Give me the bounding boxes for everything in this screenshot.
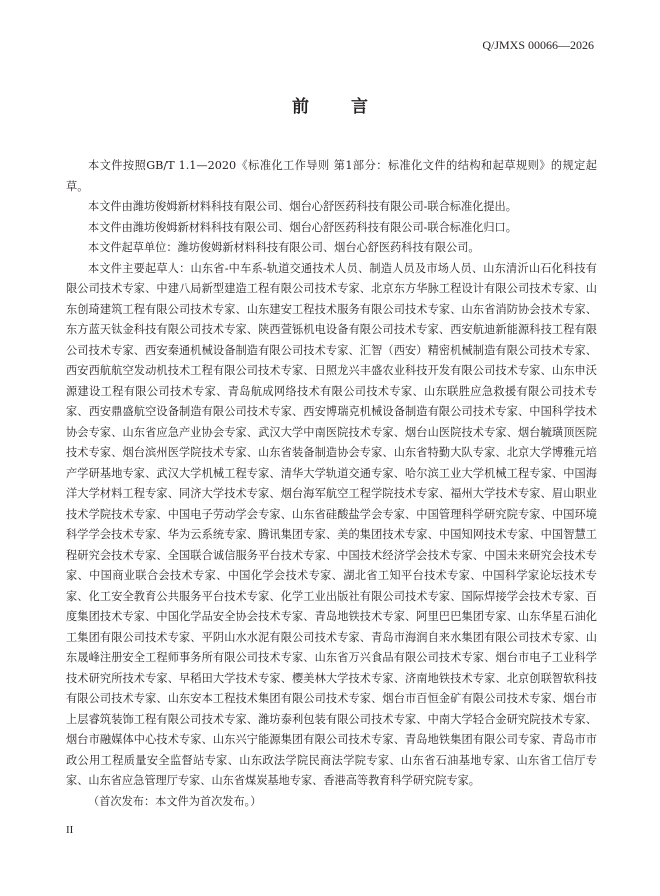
page-title: 前 言 (292, 97, 386, 117)
paragraph-centralized-by: 本文件由潍坊俊姆新材料科技有限公司、烟台心舒医药科技有限公司-联合标准化归口。 (88, 220, 517, 234)
paragraph-first-release: （首次发布：本文件为首次发布。） (88, 794, 262, 808)
page-number: II (66, 824, 74, 836)
foreword-body (66, 156, 597, 812)
paragraph-proposer: 本文件由潍坊俊姆新材料科技有限公司、烟台心舒医药科技有限公司-联合标准化提出。 (88, 200, 517, 213)
paragraph-main-drafters: 本文件主要起草人：山东省-中车系-轨道交通技术人员、制造人员及市场人员、山东清沂山石化科技有限公司技术专家、中建八局新型建造工程有限公司技术专家、北京东方华脉工程设计有限公司技术专家、山东创琦建筑工程有限公司技术专家、山东建安工程技术服务有限公司技术专家、山东省消防协会技术专家、东方蓝天钛金科技有限公司技术专家、陕西萱铄机电设备有限公司技术专家、西安航迪新能源科技工程有限公司技术专家、西安秦通机械设备制造有限公司技术专家、汇智（西安）精密机械制造有限公司技术专家、西安西航航空发动机技术工程有限公司技术专家、日照龙兴丰盛农业科技开发有限公司技术专家、山东申沃源建设工程有限公司技术专家、青岛航成网络技术有限公司技术专家、山东联胜应急救援有限公司技术专家、西安鼎盛航空设备制造有限公司技术专家、西安博瑞克机械设备制造有限公司技术专家、中国科学技术协会专家、山东省应急产业协会专家、武汉大学中南医院技术专家、烟台山医院技术专家、烟台毓璜顶医院技术专家、烟台滨州医学院技术专家、山东省装备制造协会专家、山东省特勤大队专家、北京大学博雅元培产学研基地专家、武汉大学机械工程专家、清华大学轨道交通专家、哈尔滨工业大学机械工程专家、中国海洋大学材料工程专家、同济大学技术专家、烟台海军航空工程学院技术专家、福州大学技术专家、眉山职业技术学院技术专家、中国电子劳动学会专家、山东省硅酸盐学会专家、中国管理科学研究院专家、中国环境科学学会技术专家、华为云系统专家、腾讯集团专家、美的集团技术专家、中国知网技术专家、中国智慧工程研究会技术专家、全国联合诚信服务平台技术专家、中国技术经济学会技术专家、中国未来研究会技术专家、中国商业联合会技术专家、中国化学会技术专家、湖北省工知平台技术专家、中国科学家论坛技术专家、化工安全教育公共服务平台技术专家、化学工业出版社有限公司技术专家、国际焊接学会技术专家、百度集团技术专家、中国化学品安全协会技术专家、青岛地铁技术专家、阿里巴巴集团专家、山东华星石油化工集团有限公司技术专家、平阴山水水泥有限公司技术专家、青岛市海润自来水集团有限公司技术专家、山东晟峰注册安全工程师事务所有限公司技术专家、山东省万兴食品有限公司技术专家、烟台市电子工业科学技术研究所技术专家、早稻田大学技术专家、樱美林大学技术专家、济南地铁技术专家、北京创联智软科技有限公司技术专家、山东安本工程技术集团有限公司技术专家、烟台市百恒金矿有限公司技术专家、烟台市上层睿筑装饰工程有限公司技术专家、潍坊泰利包装有限公司技术专家、中南大学轻合金研究院技术专家、烟台市融媒体中心技术专家、山东兴宁能源集团有限公司技术专家、青岛地铁集团有限公司专家、青岛市市政公用工程质量安全监督站专家、山东政法学院民商法学院专家、山东省石油基地专家、山东省工信厅专家、山东省应急管理厅专家、山东省煤炭基地专家、香港高等教育科学研究院专家。 (66, 261, 597, 787)
paragraph-drafting-basis: 本文件按照GB/T 1.1—2020《标准化工作导则 第1部分：标准化文件的结构和起草规则》的规定起草。 (66, 159, 597, 193)
paragraph-drafting-units: 本文件起草单位：潍坊俊姆新材料科技有限公司、烟台心舒医药科技有限公司。 (88, 241, 480, 254)
document-number: Q/JMXS 00066—2026 (482, 38, 594, 52)
